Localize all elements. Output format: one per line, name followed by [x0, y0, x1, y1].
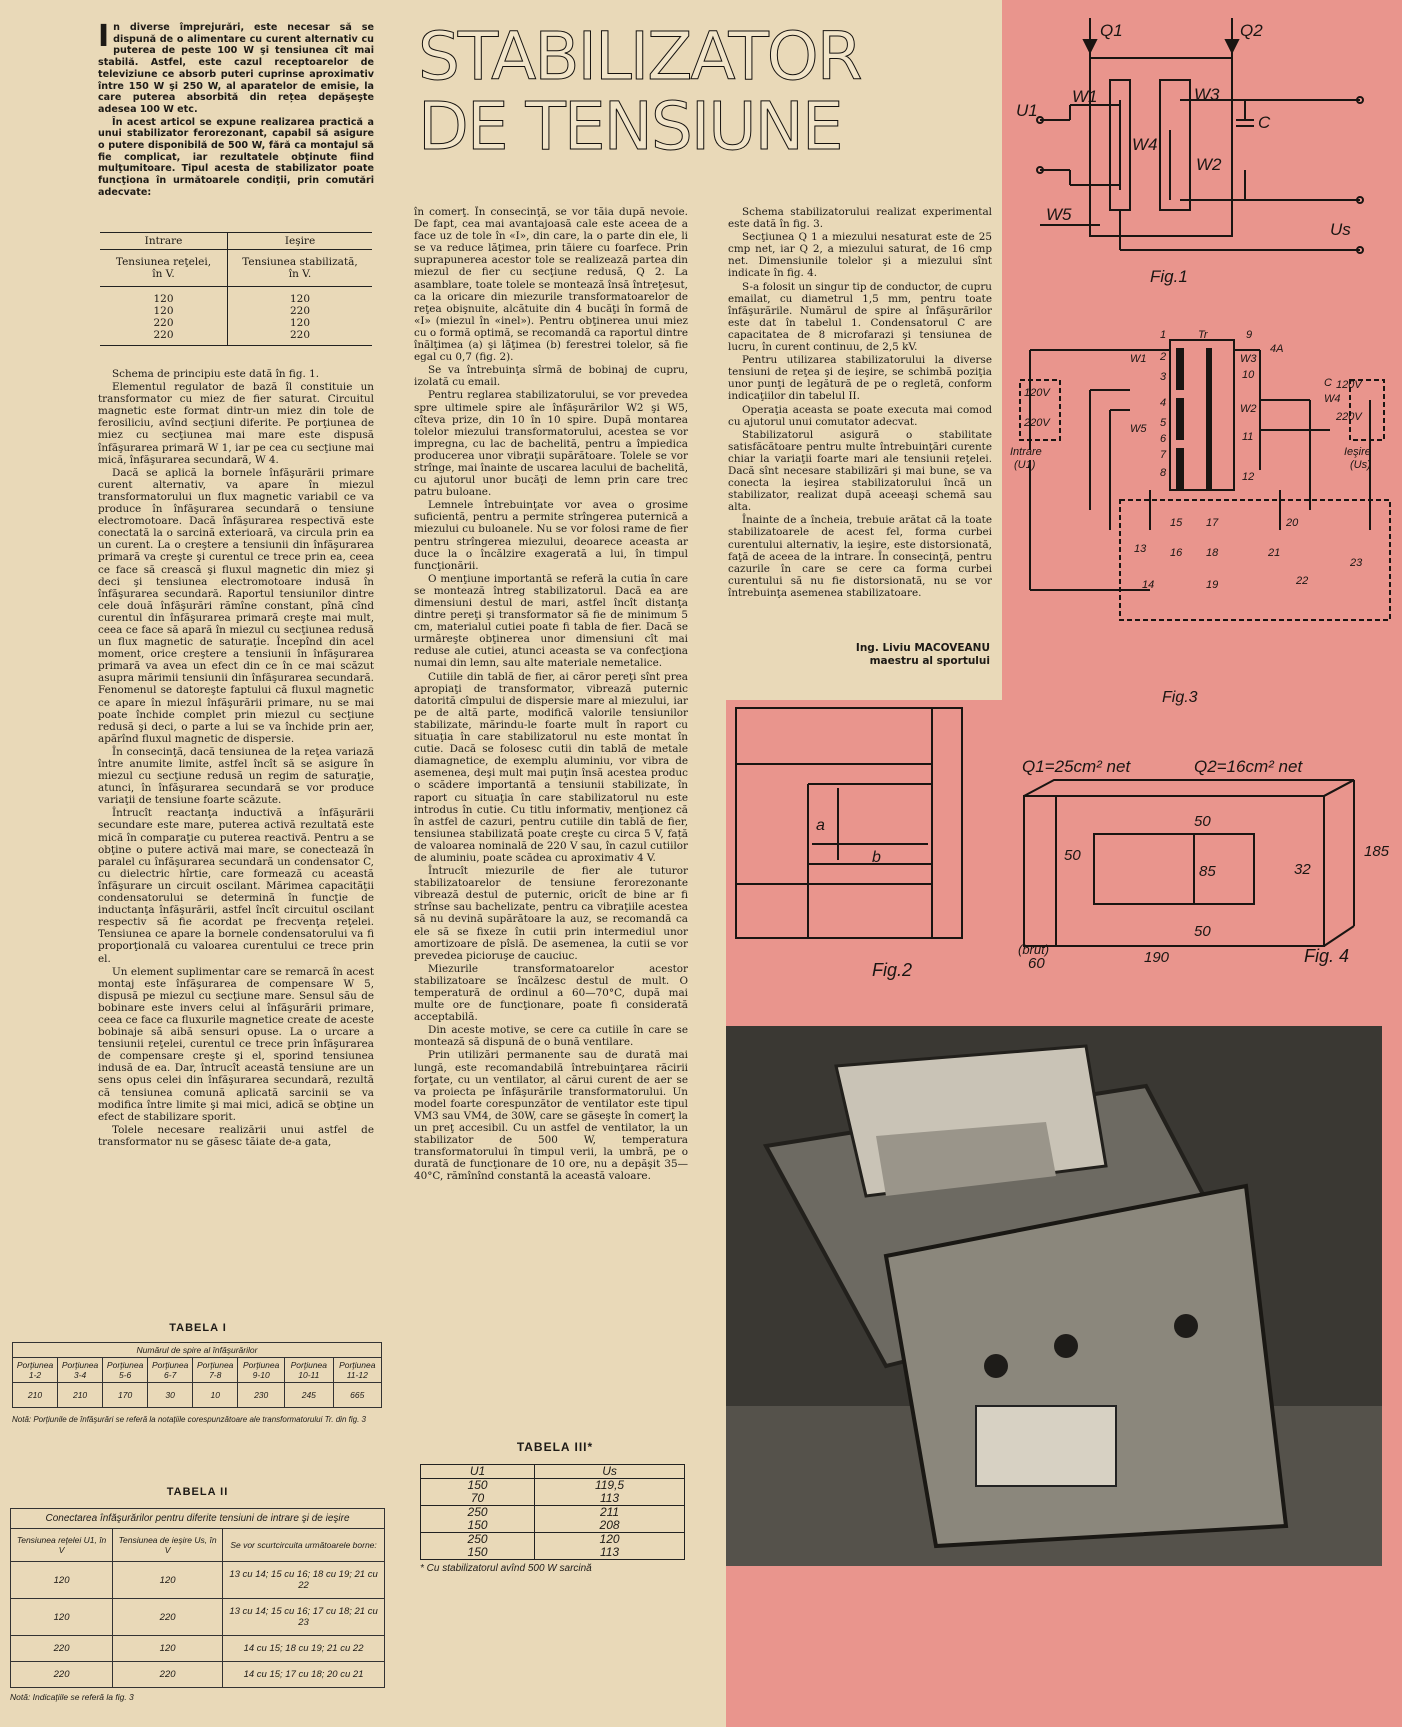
io-cell: 220 [100, 329, 228, 346]
paragraph: Schema de principiu este dată în fig. 1. [112, 368, 320, 380]
fig3-tr: Tr [1198, 330, 1208, 341]
tabela-2-row [11, 1599, 385, 1636]
fig3-n11: 11 [1242, 431, 1254, 443]
paragraph: Operaţia aceasta se poate executa mai comod cu ajutorul unui comutator adecvat. [728, 403, 992, 428]
device-photo [726, 1026, 1382, 1566]
tabela-1-col-header: Porţiunea 6-7 [148, 1358, 193, 1383]
tabela-2-cell: 120 [11, 1562, 113, 1599]
tabela-2-header: Conectarea înfăşurărilor pentru diferite tensiuni de intrare şi de ieşire [11, 1509, 385, 1529]
paragraph: Un element suplimentar care se remarcă în acest montaj este înfăşurarea de compensare W 5, dispusă pe miezul cu secţiune mare. Sensul său de bobinare este invers celui al înfăşurării primare, ceea ce face ca fluxurile magnetice create de aceste bobinaje să aibă sensuri opuse. La o urcare a tensiunii reţelei, curentul ce trece prin înfăşurarea de compensare creşte şi el, sporind tensiunea indusă de ea. Dar, întrucît această tensiune are un sens opus celei din înfăşurarea secundară, rezultă că tensiunea comună aplicată sarcinii se va modifica între limite şi mai mici, adică se obţine un efect de stabilizare sporit. [98, 965, 374, 1123]
column-3 [728, 206, 992, 636]
fig3-out: Ieşire [1344, 446, 1371, 458]
tabela-1-col-header: Porţiunea 11-12 [333, 1358, 381, 1383]
fig3-v120-out: 120V [1336, 379, 1362, 391]
fig3-n7: 7 [1160, 449, 1167, 461]
fig3-in-u: (U1) [1014, 459, 1036, 471]
fig1-w3: W3 [1194, 85, 1220, 104]
fig1-c: C [1258, 113, 1271, 132]
fig4-q2: Q2=16cm² net [1194, 757, 1303, 776]
figure-4-core-dimensions [994, 756, 1394, 976]
tabela-1-header: Numărul de spire al înfăşurărilor [13, 1343, 382, 1358]
fig3-n12: 12 [1242, 471, 1255, 483]
io-cell: 120 [100, 287, 228, 306]
fig2-b: b [872, 849, 881, 866]
paragraph: Miezurile transformatoarelor acestor stabilizatoare se încălzesc destul de mult. O temperatură de ordinul a 60—70°C, după mai multe ore de funcţionare, poate fi considerată acceptabilă. [414, 962, 688, 1024]
io-sub-in: Tensiunea reţelei, în V. [100, 250, 228, 287]
tabela-2-caption: TABELA II [166, 1486, 229, 1498]
drop-cap: I [98, 22, 110, 54]
author-block [800, 642, 990, 668]
fig3-w4: W4 [1324, 393, 1341, 405]
fig4-q1: Q1=25cm² net [1022, 757, 1131, 776]
fig3-v120-in: 120V [1024, 387, 1050, 399]
intro-paragraph: n diverse împrejurări, este necesar să se dispună de o alimentare cu curent alternativ cu puterea de peste 100 W şi tensiunea cît mai stabilă. Astfel, este cazul receptoarelor de televiziune ce absorb puteri cuprinse aproximativ între 150 W şi 250 W, al aparatelor de emisie, la care puterea absorbită din rețea depăşeşte adesea 100 W etc. [98, 22, 374, 115]
tabela-2-col-header: Se vor scurtcircuita următoarele borne: [223, 1529, 385, 1562]
fig1-us: Us [1330, 220, 1351, 239]
io-cell: 120 [289, 317, 311, 329]
fig3-n19: 19 [1206, 579, 1219, 591]
tabela-3-cell: 119,5 [535, 1479, 685, 1493]
paragraph: în comerţ. În consecinţă, se vor tăia după nevoie. De fapt, cea mai avantajoasă cale este aceea de a face uz de tole în «I», din care, la o parte din ele, li se va reduce lăţimea, prin tăiere cu foarfece. Prin suprapunerea acestor tole se realizează partea din miezul de fier cu secţiune redusă, Q 2. La asamblare, toate tolele se montează însă întreţesut, ca la oricare din miezurile transformatoarelor de reţea obişnuite, alcătuite din 4 bucăţi în formă de «I» (miezul în «inel»). Pentru obţinerea unui miez cu o formă optimă, se recomandă ca raportul dintre înălţimea (a) şi lăţimea (b) ferestrei tolelor, să fie egal cu 0,7 (fig. 2). [414, 206, 688, 364]
io-cell: 220 [100, 317, 228, 329]
fig3-n9: 9 [1246, 330, 1253, 341]
paragraph: Schema stabilizatorului realizat experimental este dată în fig. 3. [728, 206, 992, 231]
tabela-1-col-header: Porţiunea 10-11 [285, 1358, 333, 1383]
tabela-2-row [11, 1662, 385, 1688]
intro-text [98, 22, 374, 248]
paragraph: Pentru reglarea stabilizatorului, se vor prevedea spre ultimele spire ale înfăşurărilor W2 şi W5, cîteva prize, din 10 în 10 spire. După montarea tolelor miezului transformatorului, acestea se vor impregna, cu lac de bachelită, pentru a împiedica producerea unor vibraţii supărătoare. Tolele se vor strînge, mai înainte de uscarea lacului de bachelită, cu ajutorul unor bucăţi de lemn prin care trec patru buloane. [414, 389, 688, 499]
fig1-q1: Q1 [1100, 21, 1123, 40]
paragraph: Tolele necesare realizării unui astfel de transformator nu se găsesc tăiate de-a gata, [98, 1123, 374, 1148]
paragraph: În consecinţă, dacă tensiunea de la reţea variază între anumite limite, astfel încît să se asigure în miezul cu secţiune redusă un regim de saturaţie, atunci, în înfăşurarea secundară se vor produce variaţii de tensiune foarte scăzute. [98, 745, 374, 807]
fig1-u1: U1 [1016, 101, 1038, 120]
tabela-3-row [421, 1519, 685, 1533]
fig1-w4: W4 [1132, 135, 1158, 154]
paragraph: Din aceste motive, se cere ca cutiile în care se montează să dispună de o bună ventilare. [414, 1024, 688, 1049]
tabela-3-row [421, 1546, 685, 1560]
tabela-2-col-header: Tensiunea de ieşire Us, în V [113, 1529, 223, 1562]
fig3-n22: 22 [1296, 575, 1309, 587]
column-1 [98, 368, 374, 1308]
fig3-n21: 21 [1268, 547, 1281, 559]
figure-1-schematic [1010, 10, 1390, 300]
fig2-label: Fig.2 [872, 960, 913, 980]
author-name: Ing. Liviu MACOVEANU [855, 642, 990, 654]
author-role: maestru al sportului [869, 655, 990, 667]
paragraph: Elementul regulator de bază îl constituie un transformator cu miez de fier saturat. Circuitul magnetic este format dintr-un miez din tole de ferosiliciu, avînd secţiuni diferite. Pe porţiunea de miez cu secţiunea mai mare este dispusă înfăşurarea primară W 1, iar pe cea cu secţiune mai mică, înfăşurarea secundară, W 4. [98, 381, 374, 466]
fig3-n14: 14 [1142, 579, 1155, 591]
figure-2-lamination [732, 704, 972, 984]
figure-3-schematic [1010, 330, 1394, 710]
tabela-3-row [421, 1479, 685, 1493]
io-cell: 220 [289, 305, 311, 317]
tabela-3-row [421, 1492, 685, 1506]
tabela-3-cell: 250 [421, 1506, 535, 1520]
tabela-1-cell: 230 [238, 1383, 285, 1408]
fig3-in: Intrare [1010, 446, 1042, 458]
fig3-n4: 4 [1160, 397, 1167, 409]
fig1-w1: W1 [1072, 87, 1098, 106]
intro-paragraph: În acest articol se expune realizarea practică a unui stabilizator ferorezonant, capabil să asigure o putere disponibilă de 500 W, fără ca montajul să fie complicat, iar rezultatele obţinute fiind mulţumitoare. Tipul acesta de stabilizator poate funcţiona în următoarele condiţii, prin comutări adecvate: [98, 116, 374, 198]
tabela-2-cell: 14 cu 15; 18 cu 19; 21 cu 22 [223, 1636, 385, 1662]
tabela-1-col-header: Porţiunea 1-2 [13, 1358, 58, 1383]
tabela-2-cell: 220 [11, 1662, 113, 1688]
fig1-q2: Q2 [1240, 21, 1263, 40]
fig3-w3: W3 [1240, 353, 1257, 365]
fig4-label: Fig. 4 [1304, 946, 1350, 966]
fig3-label: Fig.3 [1162, 689, 1198, 706]
paragraph: Se va întrebuinţa sîrmă de bobinaj de cupru, izolată cu email. [414, 364, 688, 389]
fig3-w2: W2 [1240, 403, 1257, 415]
fig3-v220-out: 220V [1336, 411, 1362, 423]
tabela-1-cell: 665 [333, 1383, 381, 1408]
tabela-2-row [11, 1636, 385, 1662]
tabela-1-note: Notă: Porţiunile de înfăşurări se referă la notaţiile corespunzătoare ale transformatorului Tr. din fig. 3 [12, 1415, 366, 1424]
io-cell: 120 [289, 293, 311, 305]
title-line-1: STABILIZATOR [418, 18, 861, 95]
fig3-n2: 2 [1160, 351, 1167, 363]
paragraph: Întrucît miezurile de fier ale tuturor stabilizatoarelor de tensiune ferorezonante vibrează destul de puternic, oricît de bine ar fi strînse sau bachelizate, pentru ca vibraţiile acestea să nu devină supărătoare la auz, se recomandă ca ele să se fixeze în cutii prin intermediul unor amortizoare de pîslă. De asemenea, la cutii se vor prevedea picioruşe de cauciuc. [414, 865, 688, 962]
io-head-in: Intrare [100, 233, 228, 250]
tabela-1-cell: 10 [193, 1383, 238, 1408]
io-cell: 120 [100, 305, 228, 317]
paragraph: Secţiunea Q 1 a miezului nesaturat este de 25 cmp net, iar Q 2, a miezului saturat, de 16 cmp net. Dimensiunile tolelor şi a miezului sînt indicate în fig. 4. [728, 231, 992, 280]
tabela-3-row [421, 1506, 685, 1520]
fig3-n10: 10 [1242, 369, 1255, 381]
tabela-1-cell: 245 [285, 1383, 333, 1408]
fig4-d50a: 50 [1194, 813, 1211, 830]
paragraph: Pentru utilizarea stabilizatorului la diverse tensiuni de reţea şi de ieşire, se schimbă poziţia unor punţi de legătură de pe o regletă, conform indicaţiilor din tabelul II. [728, 354, 992, 403]
paragraph: Stabilizatorul asigură o stabilitate satisfăcătoare pentru multe întrebuinţări curente chiar la variaţii foarte mari ale tensiunii reţelei. Dacă sînt necesare stabilizări şi mai bune, se va conecta la ieşirea stabilizatorului încă un stabilizator, realizat după aceeaşi schemă sau alta. [728, 428, 992, 514]
tabela-1-col-header: Porţiunea 3-4 [58, 1358, 103, 1383]
fig3-w5: W5 [1130, 423, 1147, 435]
io-table [100, 232, 372, 346]
tabela-3-cell: 150 [421, 1519, 535, 1533]
fig1-label: Fig.1 [1150, 267, 1188, 286]
tabela-1-col-header: Porţiunea 9-10 [238, 1358, 285, 1383]
tabela-2-cell: 220 [113, 1599, 223, 1636]
paragraph: O menţiune importantă se referă la cutia în care se montează întreg stabilizatorul. Dacă ea are dimensiuni destul de mari, astfel încît distanţa dintre pereţi şi transformator să fie de minimum 5 cm, materialul cutiei poate fi tabla de fier. Dacă se urmăreşte obţinerea unor dimensiuni cît mai reduse ale cutiei, atunci aceasta se va confecţiona numai din lemn, sau alte materiale nemetalice. [414, 572, 688, 670]
fig2-a: a [816, 817, 825, 834]
tabela-1-col-header: Porţiunea 5-6 [103, 1358, 148, 1383]
fig3-out-u: (Us) [1350, 459, 1371, 471]
fig4-d50c: 50 [1064, 847, 1081, 864]
fig3-n3: 3 [1160, 371, 1167, 383]
tabela-2-note: Notă: Indicaţiile se referă la fig. 3 [10, 1692, 134, 1702]
column-2 [414, 206, 688, 1432]
fig4-d50b: 50 [1194, 923, 1211, 940]
paragraph: Dacă se aplică la bornele înfăşurării primare curent alternativ, va apare în miezul transformatorului un flux magnetic variabil ce va produce în înfăşurarea secundară o tensiune electromotoare. Dacă înfăşurarea respectivă este conectată la o sarcină exterioară, va circula prin ea un curent. La o creştere a tensiunii din înfăşurarea primară va creşte şi curentul ce trece prin ea, ceea ce face să crească şi fluxul magnetic din miez şi deci şi tensiunea electromotoare indusă în înfăşurarea secundară. Raportul tensiunilor dintre cele două înfăşurări rămîne constant, pînă cînd curentul din înfăşurarea primară creşte mai mult, ceea ce face să apară în miezul cu secţiunea redusă un flux magnetic de saturaţie. Începînd din acel moment, orice creştere a tensiunii în înfăşurarea primară va avea un efect din ce în ce mai scăzut asupra mărimii tensiunii din înfăşurarea secundară. Fenomenul se datoreşte faptului că fluxul magnetic ce apare în miezul înfăşurării primare, nu se mai poate închide complet prin miezul cu secţiune redusă şi deci, o parte a lui se va închide prin aer, apărînd fluxul magnetic de dispersie. [98, 466, 374, 745]
tabela-2-cell: 220 [113, 1662, 223, 1688]
tabela-1-col-header: Porţiunea 7-8 [193, 1358, 238, 1383]
fig4-d32: 32 [1294, 861, 1311, 878]
fig3-n17: 17 [1206, 517, 1219, 529]
fig3-n15: 15 [1170, 517, 1183, 529]
tabela-2 [10, 1486, 385, 1703]
tabela-2-cell: 120 [113, 1636, 223, 1662]
fig3-fuse: 4A [1270, 343, 1284, 355]
title-line-2: DE TENSIUNE [418, 88, 842, 165]
tabela-3-cell: 113 [535, 1546, 685, 1560]
fig3-n20: 20 [1286, 517, 1299, 529]
fig4-d185: 185 [1364, 843, 1390, 860]
tabela-2-cell: 13 cu 14; 15 cu 16; 17 cu 18; 21 cu 23 [223, 1599, 385, 1636]
paragraph: Cutiile din tablă de fier, ai căror pereţi sînt prea apropiaţi de transformator, vibrează puternic datorită cîmpului de dispersie mare al miezului, iar pe de altă parte, modifică valorile tensiunilor stabilizate, mărindu-le foarte mult în raport cu situaţia în care stabilizatorul nu este montat în cutie. Dacă se folosesc cutii din tablă de metale diamagnetice, de exemplu aluminiu, vor vibra de asemenea, deşi mult mai puţin însă acestea produc o scădere importantă a tensiunii stabilizate, în raport cu situaţia în care stabilizatorul nu este introdus în cutie. Cu titlu informativ, menţionez că în astfel de cazuri, pentru cutiile din tablă de fier, tensiunea stabilizată poate creşte cu circa 5 V, față de valoarea nominală de 220 V sau, în cazul cutiilor de aluminiu, poate scădea cu aproximativ 4 V. [414, 670, 688, 864]
fig3-n6: 6 [1160, 433, 1167, 445]
paragraph: Întrucît reactanţa inductivă a înfăşurării secundare este mare, puterea activă rezultată este mică în comparaţie cu puterea reactivă. Pentru a se obţine o putere activă mai mare, se conectează în paralel cu înfăşurarea secundară un condensator C, cu dielectric hîrtie, care formează cu această înfăşurare un circuit oscilant. Mărimea capacităţii condensatorului se determină în funcţie de inductanţa înfăşurării, astfel încît circuitul oscilant respectiv să fie acordat pe frecvenţa reţelei. Tensiunea ce apare la bornele condensatorului va fi proporţională cu valoarea curentului ce trece prin el. [98, 807, 374, 965]
article-title [418, 18, 978, 165]
fig3-n13: 13 [1134, 543, 1147, 555]
tabela-1-cell: 30 [148, 1383, 193, 1408]
tabela-3-note: * Cu stabilizatorul avînd 500 W sarcină [420, 1563, 592, 1574]
tabela-2-row [11, 1562, 385, 1599]
tabela-3-row [421, 1533, 685, 1547]
paragraph: Lemnele întrebuinţate vor avea o grosime suficientă, pentru a permite strîngerea puternică a miezului cu buloanele. Nu se vor folosi rame de fier pentru strîngerea miezului, deoarece aceasta ar duce la o încălzire exagerată a lui, în timpul funcţionării. [414, 499, 688, 572]
tabela-1 [12, 1322, 384, 1425]
tabela-3-cell: 250 [421, 1533, 535, 1547]
tabela-3-col-header: Us [535, 1465, 685, 1479]
io-sub-out: Tensiunea stabilizată, în V. [228, 250, 373, 287]
fig3-n1: 1 [1160, 330, 1167, 341]
tabela-2-cell: 13 cu 14; 15 cu 16; 18 cu 19; 21 cu 22 [223, 1562, 385, 1599]
tabela-1-cell: 210 [13, 1383, 58, 1408]
tabela-3 [420, 1440, 690, 1574]
fig4-brut: (brut) [1018, 942, 1050, 957]
io-head-out: Ieşire [228, 233, 373, 250]
fig1-w2: W2 [1196, 155, 1222, 174]
tabela-3-col-header: U1 [421, 1465, 535, 1479]
tabela-3-cell: 120 [535, 1533, 685, 1547]
fig3-n5: 5 [1160, 417, 1167, 429]
fig3-v220-in: 220V [1024, 417, 1050, 429]
fig3-w1: W1 [1130, 353, 1147, 365]
device-photo-illustration [726, 1026, 1382, 1566]
tabela-1-cell: 210 [58, 1383, 103, 1408]
tabela-2-cell: 120 [11, 1599, 113, 1636]
tabela-3-caption: TABELA III* [516, 1440, 594, 1454]
tabela-3-cell: 211 [535, 1506, 685, 1520]
io-cell: 220 [289, 329, 311, 341]
tabela-2-col-header: Tensiunea reţelei U1, în V [11, 1529, 113, 1562]
fig3-c: C [1324, 377, 1332, 389]
fig1-w5: W5 [1046, 205, 1072, 224]
tabela-3-cell: 150 [421, 1479, 535, 1493]
fig3-n23: 23 [1350, 557, 1363, 569]
fig3-n18: 18 [1206, 547, 1219, 559]
fig4-d85: 85 [1199, 863, 1216, 880]
paragraph: Prin utilizări permanente sau de durată mai lungă, este recomandabilă întrebuinţarea răcirii forţate, cu un ventilator, al cărui curent de aer se va proiecta pe înfăşurările transformatorului. Un model foarte corespunzător de ventilator este tipul VM3 sau VM4, de 30W, care se găseşte în comerţ la un preţ accesibil. Cu un astfel de ventilator, la un stabilizator de 500 W, temperatura transformatorului în timpul verii, la umbră, pe o durată de funcţionare de 10 ore, nu a depăşit 35—40°C, rămînînd constantă la această valoare. [414, 1049, 688, 1183]
tabela-3-cell: 113 [535, 1492, 685, 1506]
fig4-d60: 60 [1028, 955, 1045, 972]
fig3-n16: 16 [1170, 547, 1183, 559]
fig3-n8: 8 [1160, 467, 1167, 479]
fig4-d190: 190 [1144, 949, 1170, 966]
paragraph: S-a folosit un singur tip de conductor, de cupru emailat, cu diametrul 1,5 mm, pentru toate înfăşurările. Numărul de spire al înfăşurărilor este dat în tabelul 1. Condensatorul C are capacitatea de 8 microfarazi şi tensiunea de lucru, în curent continuu, de 2,5 kV. [728, 280, 992, 354]
tabela-1-caption: TABELA I [169, 1322, 227, 1334]
tabela-2-cell: 120 [113, 1562, 223, 1599]
tabela-3-cell: 70 [421, 1492, 535, 1506]
tabela-3-cell: 208 [535, 1519, 685, 1533]
paragraph: Înainte de a încheia, trebuie arătat că la toate stabilizatoarele de acest fel, forma curbei curentului alternativ, la ieşire, este distorsionată, faţă de aceea de la intrare. În consecinţă, pentru cazurile în care se cere ca forma curbei curentului să nu fie distorsionată, nu se vor întrebuinţa asemenea stabilizatoare. [728, 514, 992, 599]
tabela-2-cell: 220 [11, 1636, 113, 1662]
tabela-2-cell: 14 cu 15; 17 cu 18; 20 cu 21 [223, 1662, 385, 1688]
tabela-1-cell: 170 [103, 1383, 148, 1408]
tabela-3-cell: 150 [421, 1546, 535, 1560]
